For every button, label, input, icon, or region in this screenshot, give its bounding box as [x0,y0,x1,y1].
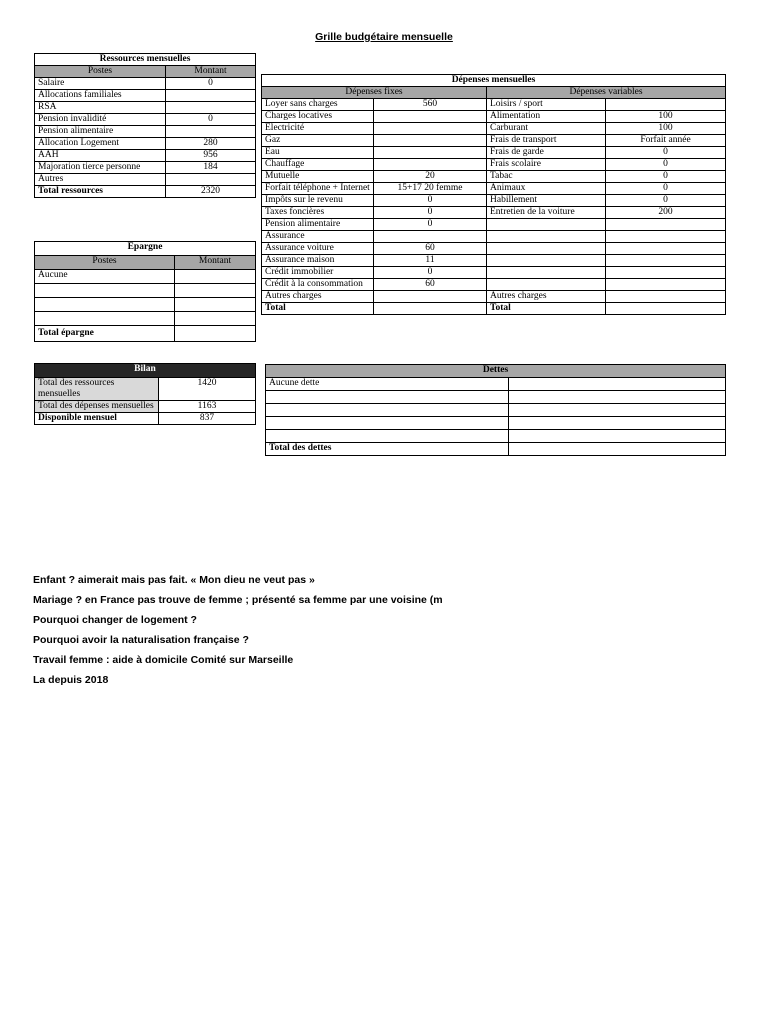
fixe-label: Assurance voiture [262,243,374,255]
row-value [175,270,256,284]
var-label [487,219,606,231]
fixe-value: 560 [374,99,487,111]
table-row [35,138,256,150]
bilan-disponible-value: 837 [159,413,256,425]
table-row [266,430,726,443]
epargne-table [34,241,256,342]
table-row [262,267,726,279]
var-value: 0 [606,159,726,171]
row-value: 0 [166,114,256,126]
row-label [35,312,175,326]
var-value: 0 [606,183,726,195]
note-line: La depuis 2018 [33,674,109,686]
row-value [166,126,256,138]
var-value: 200 [606,207,726,219]
table-row [262,195,726,207]
var-value [606,255,726,267]
var-value: Forfait année [606,135,726,147]
epargne-total-value [175,326,256,342]
row-value [166,174,256,186]
depenses-fixes-total-value [374,303,487,315]
bilan-disponible-label: Disponible mensuel [35,413,159,425]
var-value: 0 [606,171,726,183]
ressources-title: Ressources mensuelles [35,54,256,66]
total-row [35,326,256,342]
table-row [35,90,256,102]
table-row [35,298,256,312]
fixe-value: 0 [374,207,487,219]
var-label [487,243,606,255]
fixe-value [374,291,487,303]
table-row [262,111,726,123]
table-row [262,219,726,231]
table-row [262,183,726,195]
fixe-value [374,123,487,135]
row-value [509,404,726,417]
epargne-title: Epargne [35,242,256,256]
bilan-ressources-label: Total des ressources mensuelles [35,378,159,401]
row-label [35,284,175,298]
var-label: Frais de garde [487,147,606,159]
table-row [262,231,726,243]
table-row [35,284,256,298]
row-value [509,391,726,404]
row-value [166,102,256,114]
row-label: Allocation Logement [35,138,166,150]
ressources-table [34,53,256,198]
row-value: 184 [166,162,256,174]
fixe-label: Charges locatives [262,111,374,123]
page-title: Grille budgétaire mensuelle [315,31,453,43]
note-line: Mariage ? en France pas trouve de femme ; présenté sa femme par une voisine (m [33,594,443,606]
table-row [35,78,256,90]
depenses-fixes-total-label: Total [262,303,374,315]
fixe-value: 60 [374,243,487,255]
ressources-total-value: 2320 [166,186,256,198]
total-row [266,443,726,456]
fixe-label: Pension alimentaire [262,219,374,231]
bilan-depenses-label: Total des dépenses mensuelles [35,401,159,413]
depenses-variables-total-label: Total [487,303,606,315]
fixe-label: Electricité [262,123,374,135]
row-value [166,90,256,102]
table-row [262,159,726,171]
table-row [266,391,726,404]
var-value [606,99,726,111]
var-value [606,243,726,255]
table-row [35,401,256,413]
row-value [175,284,256,298]
epargne-col-montant: Montant [175,256,256,270]
var-value: 100 [606,111,726,123]
fixe-value: 60 [374,279,487,291]
fixe-value [374,159,487,171]
table-row [262,135,726,147]
table-row [35,126,256,138]
var-label: Tabac [487,171,606,183]
ressources-col-montant: Montant [166,66,256,78]
fixe-label: Crédit à la consommation [262,279,374,291]
fixe-label: Crédit immobilier [262,267,374,279]
depenses-title: Dépenses mensuelles [262,75,726,87]
table-row [262,207,726,219]
table-row [35,114,256,126]
total-row [35,186,256,198]
table-row [35,312,256,326]
row-label: Autres [35,174,166,186]
var-value [606,267,726,279]
fixe-value: 15+17 20 femme [374,183,487,195]
table-row [262,243,726,255]
row-label: Aucune [35,270,175,284]
fixe-value [374,135,487,147]
fixe-label: Loyer sans charges [262,99,374,111]
var-label: Habillement [487,195,606,207]
row-label: Allocations familiales [35,90,166,102]
fixe-label: Impôts sur le revenu [262,195,374,207]
var-label: Frais de transport [487,135,606,147]
table-row [35,150,256,162]
table-row [35,162,256,174]
var-label: Animaux [487,183,606,195]
var-label: Loisirs / sport [487,99,606,111]
row-label [266,430,509,443]
table-row [266,417,726,430]
fixe-value: 20 [374,171,487,183]
var-label [487,231,606,243]
bilan-ressources-value: 1420 [159,378,256,401]
var-value [606,291,726,303]
var-label [487,279,606,291]
table-row [262,255,726,267]
table-row [35,174,256,186]
row-label: Aucune dette [266,378,509,391]
fixe-label: Autres charges [262,291,374,303]
row-label: Pension invalidité [35,114,166,126]
row-label: Majoration tierce personne [35,162,166,174]
note-line: Travail femme : aide à domicile Comité sur Marseille [33,654,294,666]
row-label [266,404,509,417]
fixe-label: Mutuelle [262,171,374,183]
depenses-variables-total-value [606,303,726,315]
ressources-total-label: Total ressources [35,186,166,198]
table-row [266,378,726,391]
fixe-value: 0 [374,267,487,279]
depenses-col-fixes: Dépenses fixes [262,87,487,99]
epargne-total-label: Total épargne [35,326,175,342]
row-label: Pension alimentaire [35,126,166,138]
var-value [606,279,726,291]
row-value: 956 [166,150,256,162]
row-value [509,378,726,391]
var-value [606,231,726,243]
total-row [262,303,726,315]
row-label [35,298,175,312]
total-row [35,413,256,425]
fixe-value: 11 [374,255,487,267]
var-label [487,267,606,279]
table-row [262,123,726,135]
row-label: Salaire [35,78,166,90]
dettes-table [265,364,726,456]
row-label: RSA [35,102,166,114]
fixe-label: Forfait téléphone + Internet [262,183,374,195]
note-line: Enfant ? aimerait mais pas fait. « Mon dieu ne veut pas » [33,574,315,586]
row-value [509,430,726,443]
var-value: 0 [606,147,726,159]
fixe-value [374,111,487,123]
table-row [35,102,256,114]
dettes-total-value [509,443,726,456]
fixe-value: 0 [374,219,487,231]
bilan-table [34,363,256,425]
row-label: AAH [35,150,166,162]
fixe-label: Assurance maison [262,255,374,267]
table-row [35,378,256,401]
var-value: 0 [606,195,726,207]
fixe-value [374,231,487,243]
ressources-col-postes: Postes [35,66,166,78]
row-value: 0 [166,78,256,90]
note-line: Pourquoi avoir la naturalisation française ? [33,634,249,646]
fixe-label: Chauffage [262,159,374,171]
fixe-label: Eau [262,147,374,159]
table-row [262,279,726,291]
table-row [262,171,726,183]
fixe-value [374,147,487,159]
var-label [487,255,606,267]
fixe-label: Assurance [262,231,374,243]
row-value [175,312,256,326]
var-label: Carburant [487,123,606,135]
var-label: Entretien de la voiture [487,207,606,219]
epargne-col-postes: Postes [35,256,175,270]
var-value [606,219,726,231]
table-row [262,99,726,111]
row-label [266,417,509,430]
row-value [509,417,726,430]
row-label [266,391,509,404]
depenses-table [261,74,726,315]
dettes-title: Dettes [266,365,726,378]
notes-block [33,573,733,693]
row-value: 280 [166,138,256,150]
row-value [175,298,256,312]
table-row [35,270,256,284]
var-value: 100 [606,123,726,135]
var-label: Autres charges [487,291,606,303]
bilan-depenses-value: 1163 [159,401,256,413]
bilan-title: Bilan [35,364,256,378]
fixe-label: Taxes foncières [262,207,374,219]
depenses-col-variables: Dépenses variables [487,87,726,99]
dettes-total-label: Total des dettes [266,443,509,456]
fixe-value: 0 [374,195,487,207]
table-row [266,404,726,417]
table-row [262,291,726,303]
note-line: Pourquoi changer de logement ? [33,614,197,626]
table-row [262,147,726,159]
var-label: Frais scolaire [487,159,606,171]
var-label: Alimentation [487,111,606,123]
fixe-label: Gaz [262,135,374,147]
